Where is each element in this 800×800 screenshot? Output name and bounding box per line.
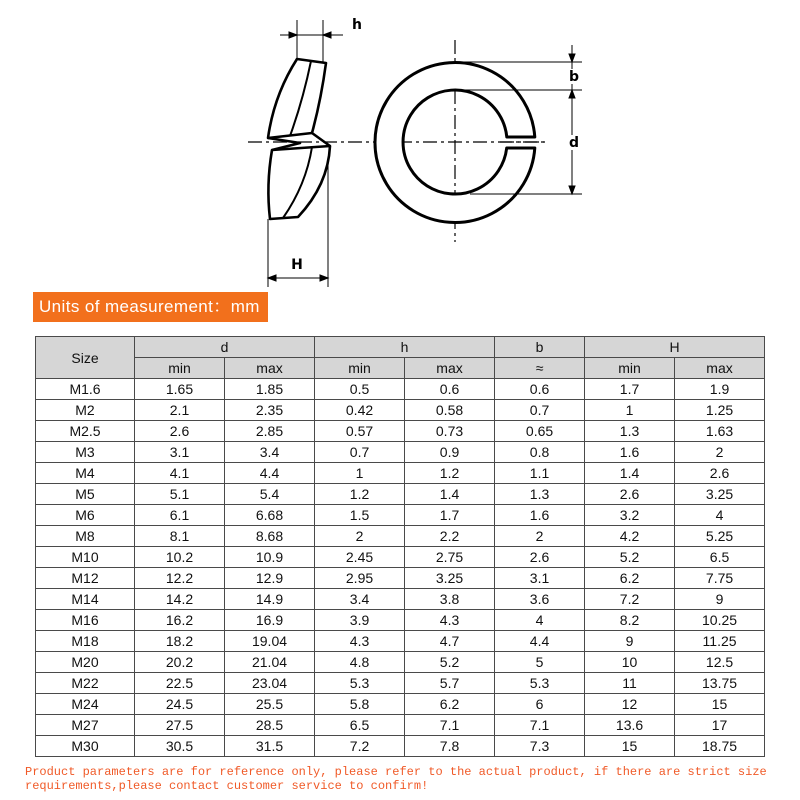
cell-b: 2.6 bbox=[495, 547, 585, 568]
table-row bbox=[36, 589, 765, 610]
cell-d-max: 23.04 bbox=[225, 673, 315, 694]
table-row bbox=[36, 736, 765, 757]
cell-h-max: 7.8 bbox=[405, 736, 495, 757]
cell-h-min: 3.4 bbox=[315, 589, 405, 610]
cell-d-min: 20.2 bbox=[135, 652, 225, 673]
cell-H-min: 1 bbox=[585, 400, 675, 421]
cell-size: M14 bbox=[36, 589, 135, 610]
table-row bbox=[36, 610, 765, 631]
disclaimer-line: requirements,please contact customer service to confirm! bbox=[25, 779, 429, 793]
cell-size: M8 bbox=[36, 526, 135, 547]
cell-h-max: 0.6 bbox=[405, 379, 495, 400]
header-d-max: max bbox=[225, 358, 315, 379]
cell-size: M24 bbox=[36, 694, 135, 715]
header-h-min: min bbox=[315, 358, 405, 379]
cell-H-min: 4.2 bbox=[585, 526, 675, 547]
cell-size: M16 bbox=[36, 610, 135, 631]
cell-b: 7.1 bbox=[495, 715, 585, 736]
cell-d-min: 16.2 bbox=[135, 610, 225, 631]
cell-h-max: 5.7 bbox=[405, 673, 495, 694]
cell-h-min: 4.8 bbox=[315, 652, 405, 673]
cell-h-max: 1.2 bbox=[405, 463, 495, 484]
cell-b: 0.65 bbox=[495, 421, 585, 442]
cell-h-max: 0.58 bbox=[405, 400, 495, 421]
cell-h-min: 5.3 bbox=[315, 673, 405, 694]
cell-H-min: 1.4 bbox=[585, 463, 675, 484]
washer-side-view bbox=[268, 59, 330, 219]
cell-H-min: 9 bbox=[585, 631, 675, 652]
header-size: Size bbox=[36, 337, 135, 379]
table-row bbox=[36, 652, 765, 673]
cell-H-max: 2 bbox=[675, 442, 765, 463]
cell-H-min: 7.2 bbox=[585, 589, 675, 610]
table-row bbox=[36, 463, 765, 484]
cell-d-max: 6.68 bbox=[225, 505, 315, 526]
cell-b: 0.8 bbox=[495, 442, 585, 463]
washer-drawing bbox=[0, 0, 800, 290]
table-row bbox=[36, 694, 765, 715]
cell-b: 7.3 bbox=[495, 736, 585, 757]
header-b-approx: ≈ bbox=[495, 358, 585, 379]
cell-H-min: 15 bbox=[585, 736, 675, 757]
side-view-lower-half bbox=[268, 146, 330, 219]
spec-table bbox=[35, 336, 765, 757]
cell-b: 0.6 bbox=[495, 379, 585, 400]
cell-size: M20 bbox=[36, 652, 135, 673]
cell-d-max: 10.9 bbox=[225, 547, 315, 568]
dimension-H-label: H bbox=[291, 257, 303, 273]
dimension-b-label: b bbox=[568, 69, 580, 85]
cell-h-min: 1.5 bbox=[315, 505, 405, 526]
header-h: h bbox=[315, 337, 495, 358]
cell-H-max: 3.25 bbox=[675, 484, 765, 505]
cell-size: M10 bbox=[36, 547, 135, 568]
cell-h-min: 0.42 bbox=[315, 400, 405, 421]
header-h-max: max bbox=[405, 358, 495, 379]
cell-H-min: 10 bbox=[585, 652, 675, 673]
cell-h-min: 2.95 bbox=[315, 568, 405, 589]
cell-H-max: 13.75 bbox=[675, 673, 765, 694]
cell-h-max: 1.7 bbox=[405, 505, 495, 526]
cell-size: M6 bbox=[36, 505, 135, 526]
cell-H-min: 1.6 bbox=[585, 442, 675, 463]
cell-b: 1.1 bbox=[495, 463, 585, 484]
header-H: H bbox=[585, 337, 765, 358]
cell-d-min: 8.1 bbox=[135, 526, 225, 547]
cell-h-min: 2.45 bbox=[315, 547, 405, 568]
cell-b: 0.7 bbox=[495, 400, 585, 421]
cell-H-max: 5.25 bbox=[675, 526, 765, 547]
table-row bbox=[36, 400, 765, 421]
cell-h-max: 5.2 bbox=[405, 652, 495, 673]
cell-h-min: 7.2 bbox=[315, 736, 405, 757]
header-H-min: min bbox=[585, 358, 675, 379]
cell-d-max: 16.9 bbox=[225, 610, 315, 631]
cell-H-max: 12.5 bbox=[675, 652, 765, 673]
cell-d-max: 2.35 bbox=[225, 400, 315, 421]
cell-H-max: 17 bbox=[675, 715, 765, 736]
cell-size: M18 bbox=[36, 631, 135, 652]
cell-H-max: 1.63 bbox=[675, 421, 765, 442]
cell-h-min: 4.3 bbox=[315, 631, 405, 652]
cell-d-max: 14.9 bbox=[225, 589, 315, 610]
cell-H-max: 1.25 bbox=[675, 400, 765, 421]
cell-H-min: 1.3 bbox=[585, 421, 675, 442]
table-row bbox=[36, 715, 765, 736]
cell-d-min: 5.1 bbox=[135, 484, 225, 505]
side-view-upper-half bbox=[268, 59, 326, 138]
cell-H-max: 9 bbox=[675, 589, 765, 610]
cell-d-max: 31.5 bbox=[225, 736, 315, 757]
cell-d-min: 10.2 bbox=[135, 547, 225, 568]
cell-d-min: 3.1 bbox=[135, 442, 225, 463]
table-row bbox=[36, 484, 765, 505]
cell-h-min: 1.2 bbox=[315, 484, 405, 505]
cell-h-max: 7.1 bbox=[405, 715, 495, 736]
cell-b: 4.4 bbox=[495, 631, 585, 652]
cell-d-min: 22.5 bbox=[135, 673, 225, 694]
cell-b: 1.6 bbox=[495, 505, 585, 526]
cell-d-max: 21.04 bbox=[225, 652, 315, 673]
cell-h-max: 0.73 bbox=[405, 421, 495, 442]
cell-d-min: 2.6 bbox=[135, 421, 225, 442]
cell-b: 5.3 bbox=[495, 673, 585, 694]
cell-H-min: 2.6 bbox=[585, 484, 675, 505]
header-d: d bbox=[135, 337, 315, 358]
cell-d-min: 30.5 bbox=[135, 736, 225, 757]
cell-d-min: 18.2 bbox=[135, 631, 225, 652]
cell-h-min: 5.8 bbox=[315, 694, 405, 715]
header-H-max: max bbox=[675, 358, 765, 379]
cell-H-max: 1.9 bbox=[675, 379, 765, 400]
cell-b: 4 bbox=[495, 610, 585, 631]
cell-b: 3.6 bbox=[495, 589, 585, 610]
dimension-h-label: h bbox=[352, 17, 362, 33]
cell-d-max: 28.5 bbox=[225, 715, 315, 736]
cell-H-min: 12 bbox=[585, 694, 675, 715]
cell-d-min: 2.1 bbox=[135, 400, 225, 421]
cell-d-max: 3.4 bbox=[225, 442, 315, 463]
cell-h-max: 2.75 bbox=[405, 547, 495, 568]
table-row bbox=[36, 547, 765, 568]
cell-h-min: 0.5 bbox=[315, 379, 405, 400]
dimension-d-label: d bbox=[568, 135, 580, 151]
cell-h-max: 6.2 bbox=[405, 694, 495, 715]
table-row bbox=[36, 421, 765, 442]
cell-h-min: 6.5 bbox=[315, 715, 405, 736]
cell-H-max: 6.5 bbox=[675, 547, 765, 568]
cell-b: 6 bbox=[495, 694, 585, 715]
header-b: b bbox=[495, 337, 585, 358]
cell-size: M2.5 bbox=[36, 421, 135, 442]
cell-h-min: 0.7 bbox=[315, 442, 405, 463]
cell-h-min: 2 bbox=[315, 526, 405, 547]
cell-d-max: 1.85 bbox=[225, 379, 315, 400]
cell-h-max: 4.7 bbox=[405, 631, 495, 652]
cell-size: M5 bbox=[36, 484, 135, 505]
cell-d-max: 8.68 bbox=[225, 526, 315, 547]
table-row bbox=[36, 505, 765, 526]
cell-H-min: 3.2 bbox=[585, 505, 675, 526]
cell-size: M30 bbox=[36, 736, 135, 757]
cell-h-max: 3.8 bbox=[405, 589, 495, 610]
cell-H-max: 7.75 bbox=[675, 568, 765, 589]
cell-H-max: 4 bbox=[675, 505, 765, 526]
cell-d-min: 27.5 bbox=[135, 715, 225, 736]
cell-size: M4 bbox=[36, 463, 135, 484]
dimension-h bbox=[280, 20, 343, 62]
table-row bbox=[36, 631, 765, 652]
cell-h-min: 0.57 bbox=[315, 421, 405, 442]
table-header bbox=[36, 337, 765, 379]
cell-d-max: 19.04 bbox=[225, 631, 315, 652]
cell-H-min: 1.7 bbox=[585, 379, 675, 400]
cell-size: M27 bbox=[36, 715, 135, 736]
cell-H-max: 2.6 bbox=[675, 463, 765, 484]
cell-h-max: 4.3 bbox=[405, 610, 495, 631]
table-row bbox=[36, 379, 765, 400]
cell-d-max: 12.9 bbox=[225, 568, 315, 589]
cell-h-max: 3.25 bbox=[405, 568, 495, 589]
disclaimer bbox=[25, 765, 767, 793]
cell-H-min: 11 bbox=[585, 673, 675, 694]
cell-d-max: 25.5 bbox=[225, 694, 315, 715]
cell-H-max: 10.25 bbox=[675, 610, 765, 631]
cell-b: 5 bbox=[495, 652, 585, 673]
cell-h-max: 1.4 bbox=[405, 484, 495, 505]
cell-d-max: 5.4 bbox=[225, 484, 315, 505]
header-row-subcols bbox=[36, 358, 765, 379]
cell-d-min: 14.2 bbox=[135, 589, 225, 610]
header-row-groups bbox=[36, 337, 765, 358]
cell-b: 3.1 bbox=[495, 568, 585, 589]
cell-size: M22 bbox=[36, 673, 135, 694]
cell-b: 1.3 bbox=[495, 484, 585, 505]
cell-H-min: 6.2 bbox=[585, 568, 675, 589]
disclaimer-line: Product parameters are for reference only, please refer to the actual product, if there are strict size bbox=[25, 765, 767, 779]
cell-d-min: 1.65 bbox=[135, 379, 225, 400]
cell-H-min: 5.2 bbox=[585, 547, 675, 568]
cell-h-min: 3.9 bbox=[315, 610, 405, 631]
cell-h-max: 2.2 bbox=[405, 526, 495, 547]
cell-size: M12 bbox=[36, 568, 135, 589]
cell-H-max: 18.75 bbox=[675, 736, 765, 757]
cell-d-min: 6.1 bbox=[135, 505, 225, 526]
cell-H-max: 15 bbox=[675, 694, 765, 715]
cell-H-max: 11.25 bbox=[675, 631, 765, 652]
cell-size: M2 bbox=[36, 400, 135, 421]
cell-d-min: 12.2 bbox=[135, 568, 225, 589]
cell-size: M3 bbox=[36, 442, 135, 463]
cell-d-max: 2.85 bbox=[225, 421, 315, 442]
table-row bbox=[36, 442, 765, 463]
cell-H-min: 13.6 bbox=[585, 715, 675, 736]
table-body bbox=[36, 379, 765, 757]
cell-H-min: 8.2 bbox=[585, 610, 675, 631]
units-label: Units of measurement：mm bbox=[33, 292, 268, 322]
table-row bbox=[36, 673, 765, 694]
cell-h-min: 1 bbox=[315, 463, 405, 484]
header-d-min: min bbox=[135, 358, 225, 379]
cell-h-max: 0.9 bbox=[405, 442, 495, 463]
cell-d-max: 4.4 bbox=[225, 463, 315, 484]
cell-b: 2 bbox=[495, 526, 585, 547]
table-row bbox=[36, 526, 765, 547]
cell-size: M1.6 bbox=[36, 379, 135, 400]
table-row bbox=[36, 568, 765, 589]
cell-d-min: 24.5 bbox=[135, 694, 225, 715]
cell-d-min: 4.1 bbox=[135, 463, 225, 484]
